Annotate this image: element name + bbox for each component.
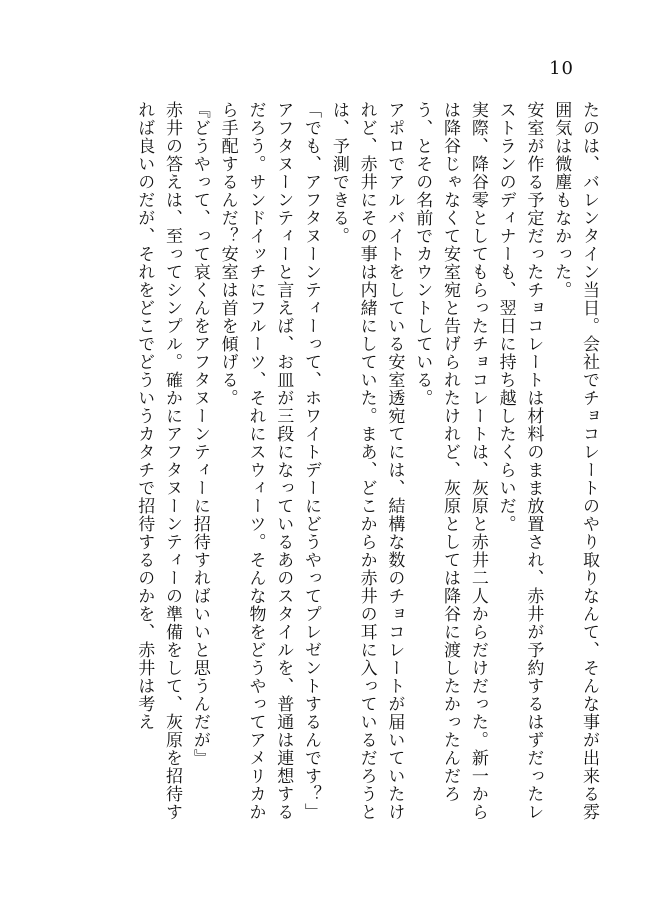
paragraph: アフタヌーンティーと言えば、お皿が三段になっているあのスタイルを、普通は連想するだろう。サンドイッチにフルーツ、それにスウィーツ。そんな物をどうやってアメリカから手配するんだ？安室は首を傾げる。 [217,101,294,821]
paragraph: 『どうやって、って哀くんをアフタヌーンティーに招待すればいいと思うんだが』 [189,101,210,767]
paragraph: 実際、降谷零としてもらったチョコレートは、灰原と赤井二人からだけだった。新一からは降谷じゃなくて安室宛と告げられたけれど、灰原としては降谷に渡したかったんだろう、とその名前でカウントしている。 [412,101,488,821]
paragraph: 安室が作る予定だったチョコレートは材料のまま放置され、赤井が予約するはずだったレストランのディナーも、翌日に持ち越したくらいだ。 [495,101,544,821]
body-text [46,101,602,821]
paragraph: 「でも、アフタヌーンティーって、ホワイトデーにどうやってプレゼントするんです？」 [301,101,322,821]
paragraph: たのは、バレンタイン当日。会社でチョコレートのやり取りなんて、そんな事が出来る雰囲気は微塵もなかった。 [551,101,599,821]
paragraph: アポロでアルバイトをしている安室透宛てには、結構な数のチョコレートが届いていたけれど、赤井にその事は内緒にしていた。まあ、どこからか赤井の耳に入っているだろうとは、予測できる。 [328,101,405,821]
paragraph: 赤井の答えは、至ってシンプル。確かにアフタヌーンティーの準備をして、灰原を招待すれば良いのだが、それをどこでどういうカタチで招待するのかを、赤井は考え [134,101,183,821]
page-number: 10 [549,58,574,79]
